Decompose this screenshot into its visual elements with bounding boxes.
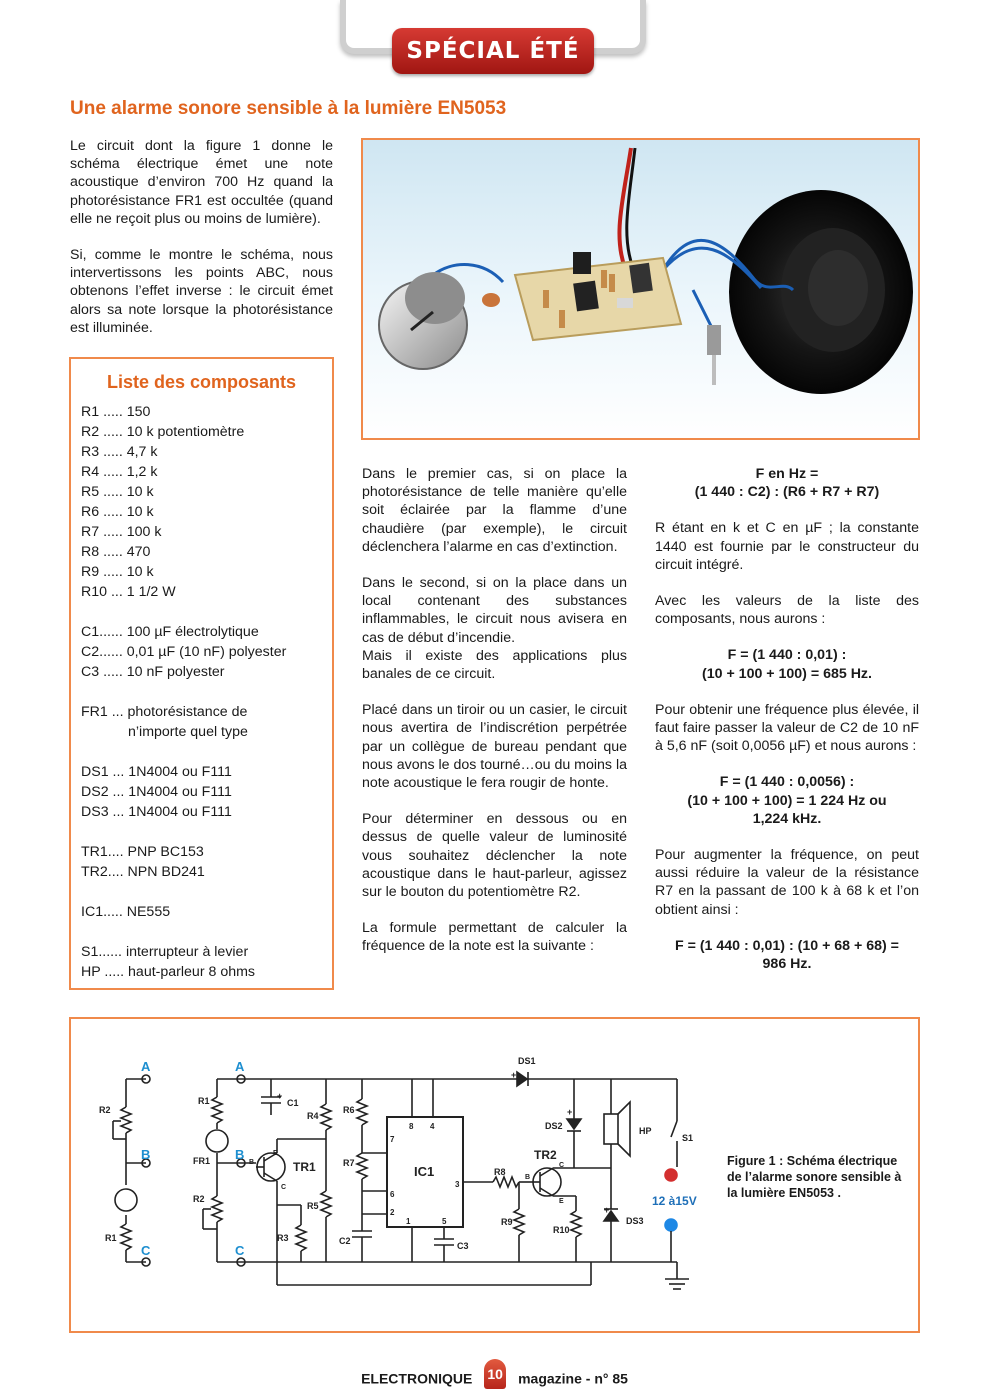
column-3-text xyxy=(655,465,919,973)
label-pin4: 4 xyxy=(430,1122,435,1131)
component-item: C3 ..... 10 nF polyester xyxy=(81,664,225,680)
formula-line: (10 + 100 + 100) = 685 Hz. xyxy=(702,665,872,682)
footer-issue: magazine - n° 85 xyxy=(518,1370,628,1387)
body-paragraph: Pour obtenir une fréquence plus élevée, il faut faire passer la valeur de C2 de 10 nF à 5,6 nF (soit 0,0056 µF) et nous aurons : xyxy=(655,701,919,755)
label-A-aux: A xyxy=(141,1059,151,1074)
footer xyxy=(0,1365,989,1395)
list-spacer xyxy=(81,682,332,702)
list-spacer xyxy=(81,742,332,762)
formula-line: (1 440 : C2) : (R6 + R7 + R7) xyxy=(694,484,880,501)
label-pin2: 2 xyxy=(390,1208,395,1217)
component-item: DS2 ... 1N4004 ou F111 xyxy=(81,784,232,800)
label-pin5: 5 xyxy=(442,1217,447,1226)
components-list xyxy=(81,402,332,982)
label-B: B xyxy=(235,1147,245,1162)
component-item: HP ..... haut-parleur 8 ohms xyxy=(81,964,256,980)
formula-line: F = (1 440 : 0,01) : xyxy=(727,647,847,664)
label-R10: R10 xyxy=(553,1225,570,1235)
formula-line: F = (1 440 : 0,0056) : xyxy=(719,774,855,791)
label-supply: 12 à15V xyxy=(652,1194,697,1208)
label-C2: C2 xyxy=(339,1236,351,1246)
label-tr2-b: B xyxy=(525,1174,531,1181)
schematic-figure xyxy=(69,1017,920,1333)
label-R5: R5 xyxy=(307,1201,319,1211)
formula-line: (10 + 100 + 100) = 1 224 Hz ou xyxy=(687,792,887,809)
body-paragraph: R étant en k et C en µF ; la constante 1440 est fournie par le constructeur du circuit intégré. xyxy=(655,520,919,573)
label-R3: R3 xyxy=(277,1233,289,1243)
label-C1: C1 xyxy=(287,1098,299,1108)
page-number: 10 xyxy=(484,1359,506,1389)
label-DS3: DS3 xyxy=(626,1216,644,1226)
label-A: A xyxy=(235,1059,245,1074)
label-R2-aux: R2 xyxy=(99,1105,111,1115)
component-item: IC1..... NE555 xyxy=(81,904,171,920)
list-spacer xyxy=(81,922,332,942)
label-pin1: 1 xyxy=(406,1217,411,1226)
component-item: DS3 ... 1N4004 ou F111 xyxy=(81,804,232,820)
footer-magazine-name: ELECTRONIQUE xyxy=(361,1370,473,1387)
figure-caption: Figure 1 : Schéma électrique de l’alarme sonore sensible à la lumière EN5053 . xyxy=(727,1154,902,1200)
label-R9: R9 xyxy=(501,1217,513,1227)
label-tr1-b: B xyxy=(249,1159,255,1166)
component-item: S1...... interrupteur à levier xyxy=(81,944,249,960)
label-pin6: 6 xyxy=(390,1190,395,1199)
label-DS2-plus: + xyxy=(567,1107,573,1117)
label-DS3-plus: + xyxy=(604,1205,610,1215)
body-paragraph: Mais il existe des applications plus banales de ce circuit. xyxy=(362,647,627,683)
components-box xyxy=(69,357,334,990)
intro-text xyxy=(70,137,333,355)
component-item: R4 ..... 1,2 k xyxy=(81,464,158,480)
label-TR1: TR1 xyxy=(293,1160,316,1174)
formula-line: F en Hz = xyxy=(755,466,819,482)
label-pin7: 7 xyxy=(390,1135,395,1144)
component-item: R9 ..... 10 k xyxy=(81,564,154,580)
list-spacer xyxy=(81,822,332,842)
intro-paragraph: Si, comme le montre le schéma, nous intervertissons les points ABC, nous obtenons l’effet inverse : le circuit émet alors sa note lorsque la photorésistance est illuminée. xyxy=(70,247,333,336)
label-FR1: FR1 xyxy=(193,1156,211,1166)
list-spacer xyxy=(81,882,332,902)
label-tr2-e: E xyxy=(559,1198,564,1205)
component-item: R7 ..... 100 k xyxy=(81,524,162,540)
component-item: FR1 ... photorésistance de xyxy=(81,704,248,720)
section-badge: SPÉCIAL ÉTÉ xyxy=(392,28,594,74)
label-R4: R4 xyxy=(307,1111,319,1121)
label-C3: C3 xyxy=(457,1241,469,1251)
label-R2: R2 xyxy=(193,1194,205,1204)
component-item: C2...... 0,01 µF (10 nF) polyester xyxy=(81,644,287,660)
component-item: R6 ..... 10 k xyxy=(81,504,154,520)
body-paragraph: Dans le premier cas, si on place la photorésistance de telle manière qu’elle soit éclairée par la flamme d’une chaudière (par exemple), le circuit déclenchera l’alarme en cas d’extinction. xyxy=(362,466,627,555)
body-paragraph: La formule permettant de calculer la fréquence de la note est la suivante : xyxy=(362,920,627,955)
label-DS1-plus: + xyxy=(511,1070,517,1080)
component-item: R2 ..... 10 k potentiomètre xyxy=(81,424,245,440)
body-paragraph: Avec les valeurs de la liste des composants, nous aurons : xyxy=(655,593,919,628)
label-DS2: DS2 xyxy=(545,1121,563,1131)
column-2-text xyxy=(362,465,627,974)
label-C-aux: C xyxy=(141,1243,151,1258)
label-tr1-c: C xyxy=(281,1184,287,1191)
component-item: DS1 ... 1N4004 ou F111 xyxy=(81,764,232,780)
component-item: C1...... 100 µF électrolytique xyxy=(81,624,259,640)
article-title: Une alarme sonore sensible à la lumière EN5053 xyxy=(70,98,507,119)
label-tr2-c: C xyxy=(559,1162,565,1169)
label-HP: HP xyxy=(639,1126,652,1136)
body-paragraph: Pour augmenter la fréquence, on peut aussi réduire la valeur de la résistance R7 en la passant de 100 k à 68 k et l’on obtient ainsi : xyxy=(655,847,919,918)
label-C: C xyxy=(235,1243,245,1258)
label-pin3: 3 xyxy=(455,1180,460,1189)
component-item: R8 ..... 470 xyxy=(81,544,151,560)
label-B-aux: B xyxy=(141,1147,151,1162)
body-paragraph: Placé dans un tiroir ou un casier, le circuit nous avertira de l’indiscrétion perpétrée par un collègue de bureau pendant que nous avons le dos tourné…ou du moins la note acoustique le fera rougir de honte. xyxy=(362,702,627,792)
label-DS1: DS1 xyxy=(518,1056,536,1066)
intro-paragraph: Le circuit dont la figure 1 donne le schéma électrique émet une note acoustique d’environ 700 Hz quand la photorésistance FR1 est occultée (quand elle ne reçoit plus ou moins de lumière). xyxy=(70,138,333,227)
label-TR2: TR2 xyxy=(534,1148,557,1162)
component-item: R3 ..... 4,7 k xyxy=(81,444,158,460)
component-item: R10 ... 1 1/2 W xyxy=(81,584,176,600)
component-item: R5 ..... 10 k xyxy=(81,484,154,500)
circuit-photo-illustration xyxy=(363,140,918,438)
body-paragraph: Pour déterminer en dessous ou en dessus de quelle valeur de luminosité vous souhaitez déclencher la note acoustique dans le haut-parleur, agissez sur le bouton du potentiomètre R2. xyxy=(362,811,627,901)
formula-line: F = (1 440 : 0,01) : (10 + 68 + 68) = xyxy=(675,937,899,954)
component-item: TR2.... NPN BD241 xyxy=(81,864,205,880)
label-S1: S1 xyxy=(682,1133,694,1143)
circuit-photo xyxy=(361,138,920,440)
label-R8: R8 xyxy=(494,1167,506,1177)
label-tr1-e: E xyxy=(273,1150,278,1157)
components-title: Liste des composants xyxy=(106,372,297,392)
formula-line: 1,224 kHz. xyxy=(752,810,822,827)
component-item: R1 ..... 150 xyxy=(81,404,151,420)
component-item: n’importe quel type xyxy=(128,724,248,740)
list-spacer xyxy=(81,602,332,622)
formula-line: 986 Hz. xyxy=(762,956,812,973)
label-C1-plus: + xyxy=(277,1091,283,1101)
component-item: TR1.... PNP BC153 xyxy=(81,844,204,860)
label-R6: R6 xyxy=(343,1105,355,1115)
label-R7: R7 xyxy=(343,1158,355,1168)
label-R1-aux: R1 xyxy=(105,1233,117,1243)
label-IC1: IC1 xyxy=(414,1164,435,1179)
label-R1: R1 xyxy=(198,1096,210,1106)
body-paragraph: Dans le second, si on la place dans un local contenant des substances inflammables, le circuit nous avisera en cas de début d’incendie. xyxy=(362,575,627,646)
label-pin8: 8 xyxy=(409,1122,414,1131)
